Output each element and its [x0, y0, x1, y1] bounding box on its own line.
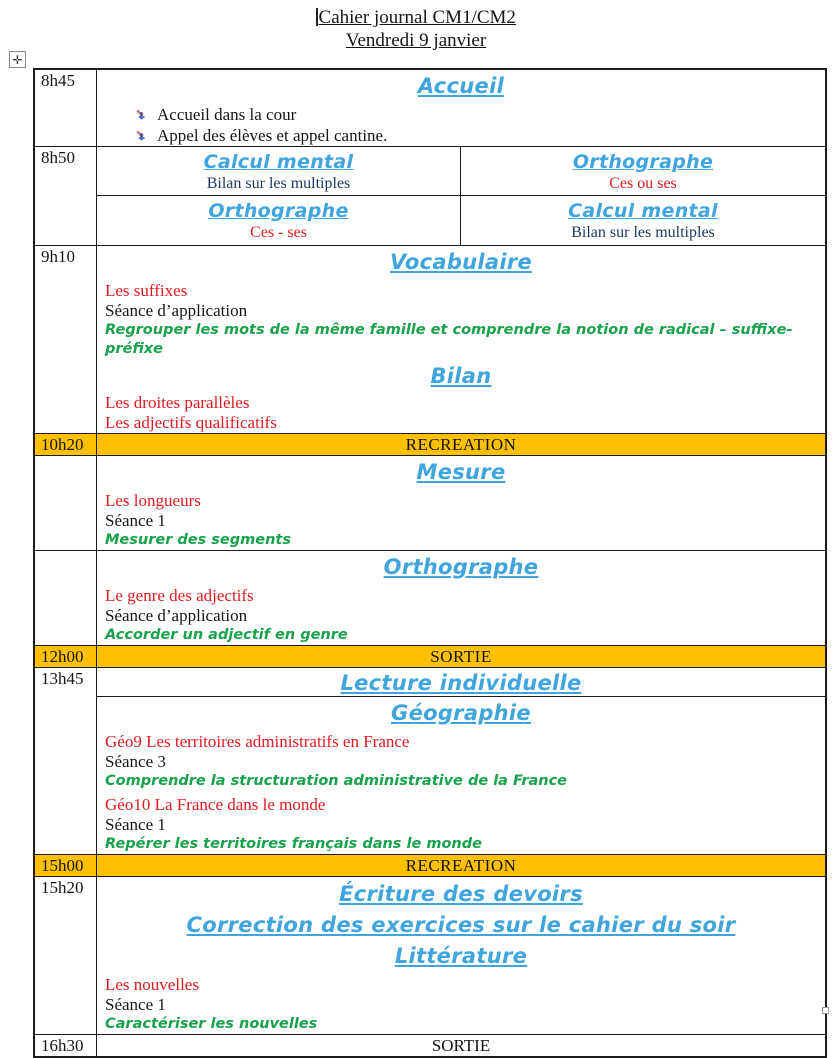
- table-row-15h20: [35, 876, 825, 1034]
- lesson-heading: Accueil: [417, 74, 505, 98]
- page-title-text: Cahier journal CM1/CM2: [318, 7, 516, 28]
- lesson-heading: Mesure: [416, 460, 506, 484]
- table-row-16h30-sortie: [35, 1034, 825, 1056]
- lesson-detail: Bilan sur les multiples: [571, 224, 715, 241]
- page-date: Vendredi 9 janvier: [345, 30, 487, 51]
- objective-line: Accorder un adjectif en genre: [105, 627, 348, 643]
- lesson-heading: Vocabulaire: [389, 250, 533, 274]
- objective-line: Regrouper les mots de la même famille et comprendre la notion de radical – suffixe- préfixe: [105, 322, 793, 357]
- time-cell: 8h50: [35, 147, 97, 245]
- objective-line: Caractériser les nouvelles: [105, 1016, 318, 1032]
- time-cell: [35, 551, 97, 645]
- lesson-detail: Ces - ses: [250, 224, 307, 241]
- lesson-heading: Bilan: [430, 364, 492, 388]
- seance-line: Séance 1: [105, 815, 166, 834]
- table-resize-handle-icon[interactable]: [822, 1007, 829, 1014]
- lesson-heading: Orthographe: [383, 555, 539, 579]
- content-cell: [97, 646, 825, 667]
- seance-line: Séance 1: [105, 995, 166, 1014]
- list-item: [135, 104, 825, 125]
- seance-line: Séance 3: [105, 752, 166, 771]
- lesson-heading: Géographie: [391, 701, 531, 725]
- table-row-orthographe: [35, 550, 825, 645]
- time-cell: [35, 456, 97, 550]
- grid-cell-bottom-left: [97, 196, 461, 245]
- time-cell: 15h20: [35, 877, 97, 1034]
- content-cell: [97, 147, 825, 245]
- lesson-topic: Géo9 Les territoires administratifs en France: [105, 732, 410, 751]
- band-label: RECREATION: [405, 434, 517, 454]
- lesson-topic: Les suffixes: [105, 281, 188, 300]
- lesson-topic: Les nouvelles: [105, 975, 199, 994]
- time-cell: 16h30: [35, 1035, 97, 1056]
- objective-line: Comprendre la structuration administrative de la France: [105, 773, 568, 789]
- band-label: RECREATION: [405, 855, 517, 875]
- lesson-heading: Orthographe: [208, 200, 349, 222]
- lesson-topic: Géo10 La France dans le monde: [105, 795, 326, 814]
- lesson-topic: Le genre des adjectifs: [105, 586, 254, 605]
- geographie-subcell: [97, 696, 825, 854]
- band-label: SORTIE: [430, 646, 492, 666]
- time-cell: 13h45: [35, 668, 97, 854]
- content-cell: [97, 855, 825, 876]
- grid-cell-bottom-right: [461, 196, 825, 245]
- seance-line: Séance d’application: [105, 606, 248, 625]
- content-cell: [97, 877, 825, 1034]
- document-header: [0, 6, 832, 52]
- content-cell: [97, 246, 825, 433]
- lesson-heading: Littérature: [394, 944, 528, 968]
- lesson-topic: Les longueurs: [105, 491, 201, 510]
- grid-cell-top-left: [97, 147, 461, 196]
- split-grid: [97, 147, 825, 245]
- seance-line: Séance d’application: [105, 301, 248, 320]
- table-row-8h50: [35, 146, 825, 245]
- time-cell: 12h00: [35, 646, 97, 667]
- seance-line: Séance 1: [105, 511, 166, 530]
- lesson-detail: Bilan sur les multiples: [206, 175, 351, 192]
- table-row-8h45: [35, 70, 825, 146]
- table-row-mesure: [35, 455, 825, 550]
- schedule-table: [33, 68, 827, 1058]
- table-row-15h00-recreation: [35, 854, 825, 876]
- table-row-12h00-sortie: [35, 645, 825, 667]
- time-cell: 15h00: [35, 855, 97, 876]
- page-title: [0, 6, 832, 29]
- time-cell: 8h45: [35, 70, 97, 146]
- lesson-heading: Correction des exercices sur le cahier du soir: [186, 913, 736, 937]
- lesson-heading: Lecture individuelle: [340, 671, 582, 695]
- lesson-topic: Les droites parallèles: [105, 393, 250, 412]
- lesson-heading: Orthographe: [572, 151, 714, 173]
- content-cell: [97, 668, 825, 854]
- list-item-text: Appel des élèves et appel cantine.: [157, 126, 388, 145]
- list-item-text: Accueil dans la cour: [157, 105, 297, 124]
- lesson-heading: Écriture des devoirs: [339, 882, 583, 906]
- table-row-9h10: [35, 245, 825, 433]
- content-cell: [97, 1035, 825, 1056]
- time-cell: 9h10: [35, 246, 97, 433]
- list-item: [135, 125, 825, 146]
- lesson-detail: Ces ou ses: [609, 175, 677, 192]
- content-cell: [97, 70, 825, 146]
- dart-bullet-icon: [135, 129, 148, 142]
- time-cell: 10h20: [35, 434, 97, 455]
- content-cell: [97, 434, 825, 455]
- content-cell: [97, 456, 825, 550]
- table-move-handle-icon[interactable]: ✛: [9, 51, 26, 68]
- text-cursor: [316, 8, 318, 26]
- content-cell: [97, 551, 825, 645]
- band-label: SORTIE: [431, 1035, 491, 1055]
- grid-cell-top-right: [461, 147, 825, 196]
- objective-line: Repérer les territoires français dans le monde: [105, 836, 482, 852]
- bullet-list: [135, 104, 825, 146]
- table-row-13h45: [35, 667, 825, 854]
- objective-line: Mesurer des segments: [105, 532, 291, 548]
- lecture-subcell: [97, 668, 825, 696]
- lesson-heading: Calcul mental: [203, 151, 354, 173]
- dart-bullet-icon: [135, 108, 148, 121]
- lesson-heading: Calcul mental: [568, 200, 718, 222]
- table-row-10h20-recreation: [35, 433, 825, 455]
- lesson-topic: Les adjectifs qualificatifs: [105, 413, 277, 432]
